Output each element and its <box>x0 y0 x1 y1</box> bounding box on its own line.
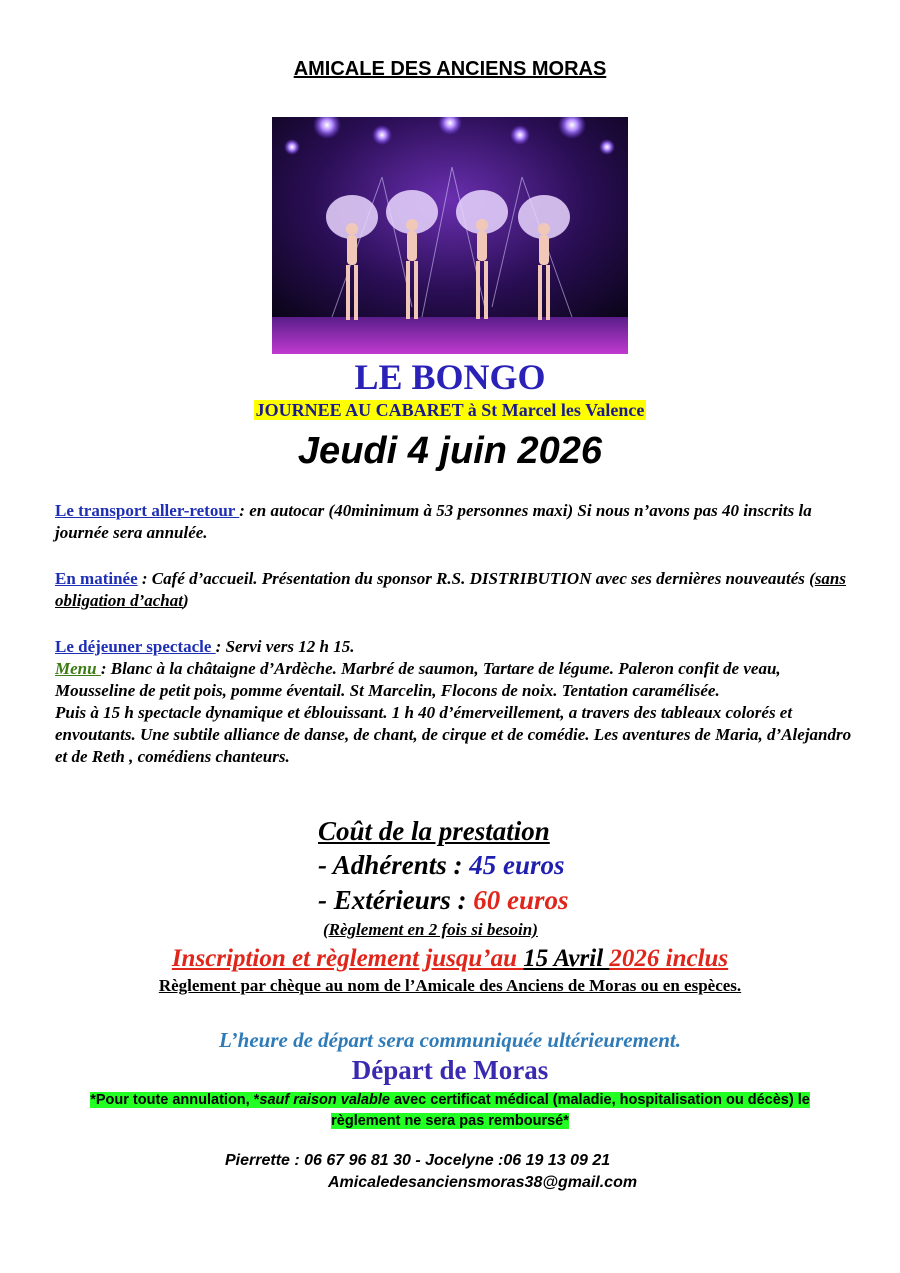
contact-phones: Pierrette : 06 67 96 81 30 - Jocelyne :06 19 13 09 21 <box>225 1152 611 1169</box>
morning-text: : Café d’accueil. Présentation du sponsor R.S. DISTRIBUTION avec ses dernières nouveautés ( <box>137 569 815 588</box>
transport-paragraph <box>55 500 855 544</box>
menu-text: : Blanc à la châtaigne d’Ardèche. Marbré de saumon, Tartare de légume. Paleron confit de veau, Mousseline de petit pois, pomme éventail. St Marcelin, Flocons de noix. Tentation caramélisée. <box>55 659 781 700</box>
deadline-part3: 2026 inclus <box>609 945 729 972</box>
lunch-paragraph <box>55 636 855 768</box>
show-name: LE BONGO <box>354 357 546 397</box>
transport-text: en autocar (40minimum à 53 personnes maxi) Si nous n’avons pas 40 inscrits la journée sera annulée. <box>55 501 812 542</box>
departure-place: Départ de Moras <box>351 1055 549 1085</box>
cost-heading: Coût de la prestation <box>318 816 550 846</box>
lunch-text: : Servi vers 12 h 15. <box>215 637 355 656</box>
morning-paragraph <box>55 568 855 612</box>
transport-label: Le transport aller-retour <box>55 501 240 520</box>
lunch-label: Le déjeuner spectacle <box>55 637 216 656</box>
cost-outside <box>318 885 878 916</box>
morning-underline: sans obligation d’achat <box>55 569 846 610</box>
installments-note: (Règlement en 2 fois si besoin) <box>323 920 538 939</box>
cancellation-part3: avec certificat médical (maladie, hospitalisation ou décès) le règlement ne sera pas remboursé* <box>331 1092 810 1129</box>
transport-separator: : <box>239 501 245 520</box>
deadline-part2: 15 Avril <box>523 945 610 972</box>
cancellation-part2: sauf raison valable <box>259 1092 390 1108</box>
outside-price: 60 euros <box>473 885 569 915</box>
cancellation-note <box>60 1090 840 1132</box>
installments-note-wrap <box>323 920 883 940</box>
cost-block <box>318 816 878 847</box>
members-label: - Adhérents : <box>318 850 470 880</box>
cost-members <box>318 850 878 881</box>
show-text: Puis à 15 h spectacle dynamique et éblouissant. 1 h 40 d’émerveillement, a travers des tableaux colorés et envoutants. Une subtile alliance de danse, de chant, de cirque et de comédie. Les aventures de Maria, d’Alejandro et de Reth , comédiens chanteurs. <box>55 703 852 766</box>
members-price: 45 euros <box>469 850 565 880</box>
cancellation-part1: *Pour toute annulation, * <box>90 1092 260 1108</box>
page-title: AMICALE DES ANCIENS MORAS <box>293 58 607 80</box>
morning-label: En matinée <box>55 569 138 588</box>
event-date: Jeudi 4 juin 2026 <box>297 430 603 472</box>
departure-time: L’heure de départ sera communiquée ultérieurement. <box>219 1028 681 1052</box>
cabaret-photo <box>272 117 628 354</box>
morning-text-end: ) <box>182 591 189 610</box>
outside-label: - Extérieurs : <box>318 885 474 915</box>
menu-label: Menu <box>55 659 101 678</box>
payment-text: Règlement par chèque au nom de l’Amicale des Anciens de Moras ou en espèces. <box>158 976 742 995</box>
payment-line <box>0 976 900 996</box>
event-subtitle-line <box>0 400 900 421</box>
deadline-line <box>0 945 900 973</box>
contact-email[interactable]: Amicaledesanciensmoras38@gmail.com <box>328 1174 638 1191</box>
event-subtitle: JOURNEE AU CABARET à St Marcel les Valence <box>255 400 645 420</box>
deadline-part1: Inscription et règlement jusqu’au <box>171 945 524 972</box>
